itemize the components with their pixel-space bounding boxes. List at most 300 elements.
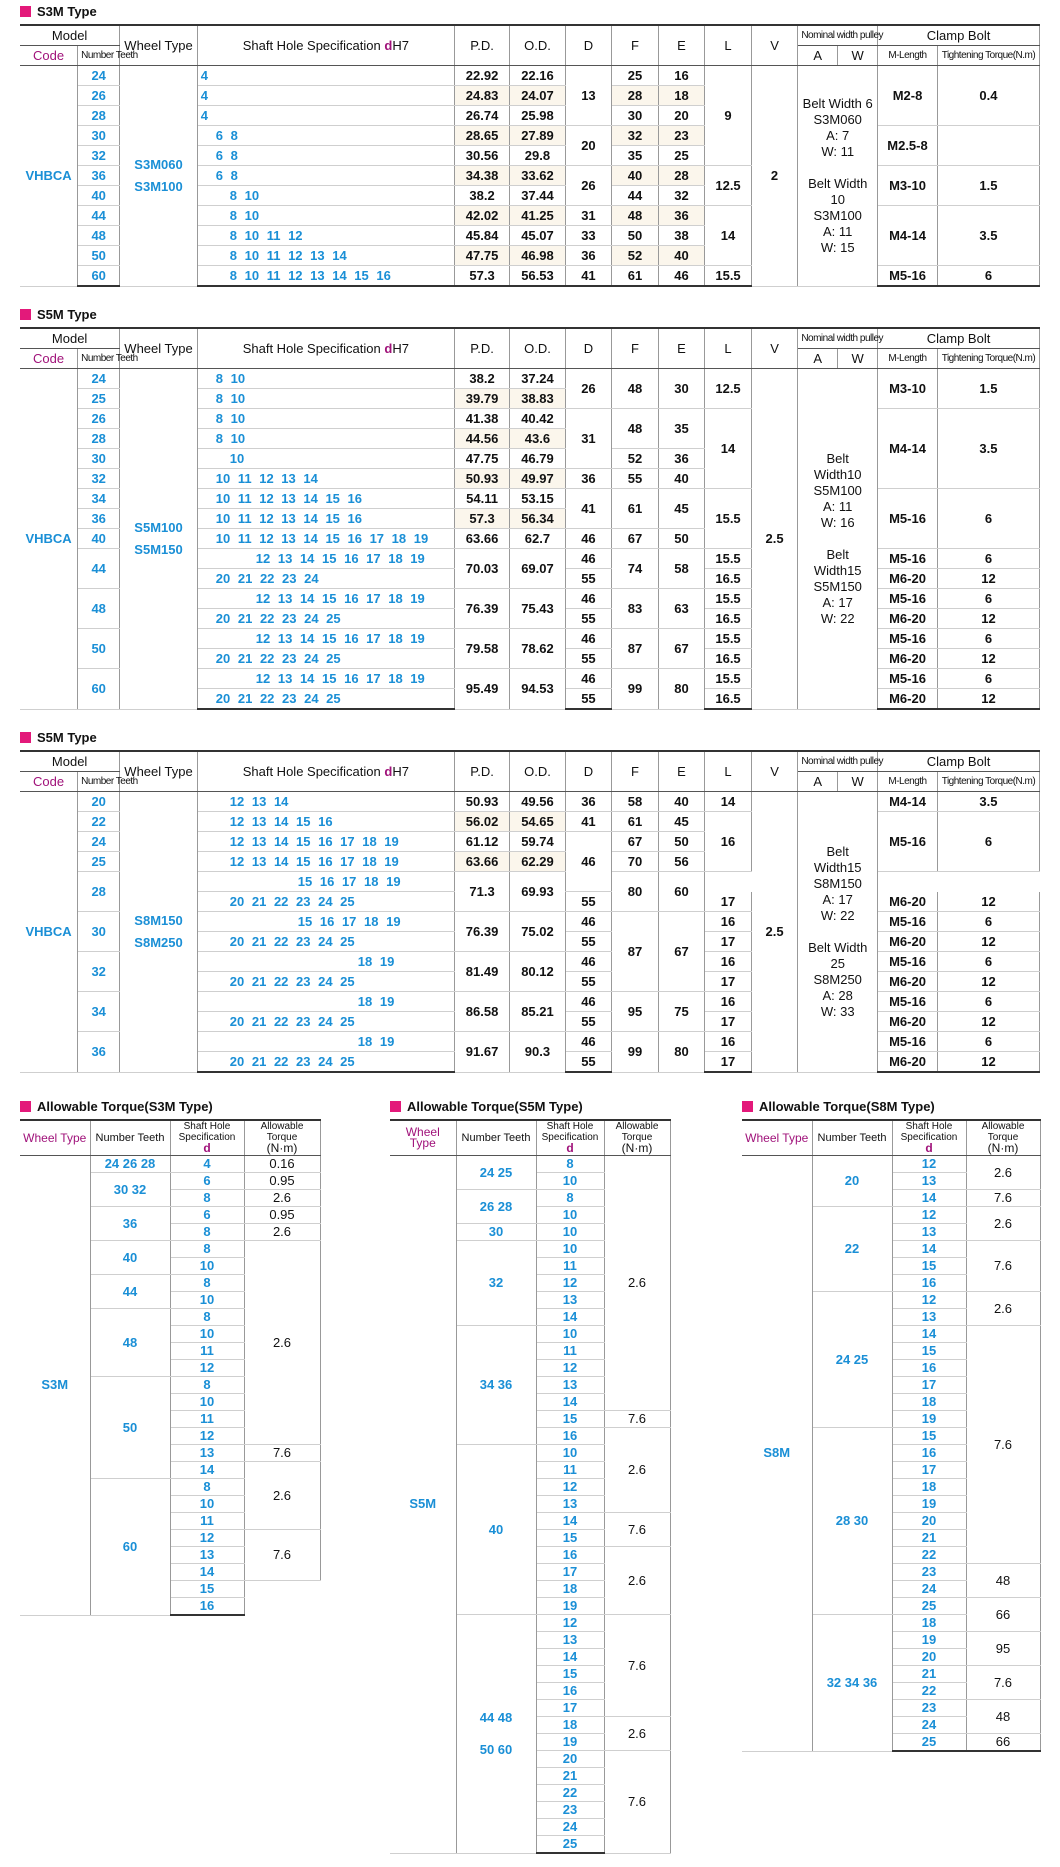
section-marker-icon xyxy=(742,1101,753,1112)
d-cell: 55 xyxy=(565,932,612,952)
hole-cell: 12 13 14 15 16 17 18 19 xyxy=(197,669,454,689)
od-cell: 43.6 xyxy=(510,429,565,449)
od-cell: 41.25 xyxy=(510,206,565,226)
hole-cell: 6 8 xyxy=(197,166,454,186)
f-cell: 40 xyxy=(612,166,659,186)
allowable-torque-cell: 0.95 xyxy=(244,1207,320,1224)
f-cell: 87 xyxy=(612,629,659,669)
hole-size-cell: 14 xyxy=(536,1309,604,1326)
pd-cell: 57.3 xyxy=(454,509,509,529)
teeth-header: Number Teeth xyxy=(78,349,120,369)
teeth-cell: 30 xyxy=(78,126,120,146)
l-cell: 9 xyxy=(705,66,752,166)
hole-cell: 10 11 12 13 14 xyxy=(197,469,454,489)
od-cell: 62.29 xyxy=(510,852,565,872)
od-cell: 40.42 xyxy=(510,409,565,429)
hole-size-cell: 22 xyxy=(892,1683,966,1700)
hole-size-cell: 10 xyxy=(170,1326,244,1343)
pd-cell: 54.11 xyxy=(454,489,509,509)
pd-cell: 47.75 xyxy=(454,246,509,266)
hole-cell: 20 21 22 23 24 xyxy=(197,569,454,589)
hole-size-cell: 13 xyxy=(536,1632,604,1649)
l-cell: 14 xyxy=(705,792,752,812)
e-cell: 28 xyxy=(658,166,705,186)
allowable-torque-cell: 7.6 xyxy=(966,1326,1040,1564)
hole-size-cell: 23 xyxy=(892,1564,966,1581)
pd-cell: 81.49 xyxy=(454,952,509,992)
pd-cell: 86.58 xyxy=(454,992,509,1032)
hole-size-cell: 15 xyxy=(536,1666,604,1683)
f-cell: 80 xyxy=(612,872,659,912)
code-cell: VHBCA xyxy=(20,369,78,710)
teeth-cell: 60 xyxy=(90,1479,170,1616)
f-cell: 95 xyxy=(612,992,659,1032)
hole-size-cell: 16 xyxy=(170,1598,244,1616)
f-header: F xyxy=(612,328,659,369)
hole-size-cell: 10 xyxy=(170,1394,244,1411)
l-cell: 15.5 xyxy=(705,629,752,649)
l-cell: 15.5 xyxy=(705,266,752,287)
teeth-header: Number Teeth xyxy=(812,1120,892,1156)
hole-size-cell: 16 xyxy=(892,1445,966,1462)
allowable-torque-cell: 2.6 xyxy=(966,1156,1040,1190)
torque-cell: 12 xyxy=(937,892,1039,912)
hole-size-cell: 18 xyxy=(892,1394,966,1411)
pd-cell: 38.2 xyxy=(454,369,509,389)
hole-size-cell: 21 xyxy=(892,1530,966,1547)
clamp-header: Clamp Bolt xyxy=(878,25,1040,46)
od-cell: 49.97 xyxy=(510,469,565,489)
mlength-cell: M5-16 xyxy=(878,549,938,569)
wheel-type-cell: S8M150 S8M250 xyxy=(120,792,198,1073)
allowable-torque-cell: 2.6 xyxy=(604,1547,670,1615)
hole-size-cell: 13 xyxy=(892,1173,966,1190)
e-header: E xyxy=(658,25,705,66)
torque-cell xyxy=(937,126,1039,166)
e-cell: 32 xyxy=(658,186,705,206)
od-cell: 54.65 xyxy=(510,812,565,832)
f-cell: 83 xyxy=(612,589,659,629)
l-cell: 16.5 xyxy=(705,609,752,629)
hole-size-cell: 12 xyxy=(536,1615,604,1632)
mlength-cell: M4-14 xyxy=(878,206,938,266)
od-cell: 85.21 xyxy=(510,992,565,1032)
allowable-torque-cell: 7.6 xyxy=(604,1411,670,1428)
d-cell: 41 xyxy=(565,812,612,832)
od-header: O.D. xyxy=(510,751,565,792)
hole-size-cell: 16 xyxy=(536,1547,604,1564)
f-cell: 48 xyxy=(612,409,659,449)
hole-size-cell: 12 xyxy=(536,1275,604,1292)
s8m-section xyxy=(20,728,1040,1073)
d-cell: 31 xyxy=(565,206,612,226)
pd-header: P.D. xyxy=(454,25,509,66)
allowable-torque-cell: 2.6 xyxy=(604,1717,670,1751)
allowable-torque-header: Allowable Torque (N·m) xyxy=(966,1120,1040,1156)
s5m-title: S5M Type xyxy=(37,306,97,322)
hole-cell: 12 13 14 15 16 xyxy=(197,812,454,832)
d-cell: 55 xyxy=(565,972,612,992)
hole-size-cell: 14 xyxy=(536,1649,604,1666)
hole-cell: 8 10 xyxy=(197,186,454,206)
teeth-cell: 22 xyxy=(78,812,120,832)
teeth-cell: 24 xyxy=(78,66,120,86)
allowable-torque-cell: 7.6 xyxy=(966,1190,1040,1207)
wheel-type-cell: S3M060 S3M100 xyxy=(120,66,198,287)
hole-size-cell: 18 xyxy=(892,1615,966,1632)
torque-cell: 6 xyxy=(937,812,1039,872)
hole-cell: 12 13 14 15 16 17 18 19 xyxy=(197,629,454,649)
teeth-header: Number Teeth xyxy=(78,772,120,792)
hole-size-cell: 14 xyxy=(892,1190,966,1207)
shaft-hole-header: Shaft Hole Specification dH7 xyxy=(197,25,454,66)
allowable-torque-cell: 2.6 xyxy=(244,1241,320,1445)
d-cell: 36 xyxy=(565,246,612,266)
teeth-cell: 44 48 50 60 xyxy=(456,1615,536,1854)
torque-cell: 6 xyxy=(937,669,1039,689)
w-header: W xyxy=(838,772,878,792)
mlength-cell: M6-20 xyxy=(878,689,938,710)
mlength-cell: M5-16 xyxy=(878,669,938,689)
code-header: Code xyxy=(20,772,78,792)
hole-cell: 8 10 xyxy=(197,369,454,389)
od-cell: 24.07 xyxy=(510,86,565,106)
hole-cell: 12 13 14 15 16 17 18 19 xyxy=(197,589,454,609)
s3m-section xyxy=(20,2,1040,287)
d-cell: 36 xyxy=(565,792,612,812)
e-cell: 46 xyxy=(658,266,705,287)
pd-cell: 26.74 xyxy=(454,106,509,126)
l-cell: 17 xyxy=(705,892,752,912)
d-cell: 55 xyxy=(565,1052,612,1073)
pd-cell: 79.58 xyxy=(454,629,509,669)
hole-size-cell: 11 xyxy=(536,1258,604,1275)
torque-cell: 12 xyxy=(937,569,1039,589)
od-cell: 59.74 xyxy=(510,832,565,852)
teeth-cell: 40 xyxy=(90,1241,170,1275)
model-header: Model xyxy=(20,751,120,772)
teeth-cell: 30 xyxy=(78,912,120,952)
d-cell: 55 xyxy=(565,649,612,669)
hole-size-cell: 6 xyxy=(170,1173,244,1190)
section-marker-icon xyxy=(20,6,31,17)
teeth-cell: 50 xyxy=(78,629,120,669)
e-cell: 18 xyxy=(658,86,705,106)
teeth-cell: 30 xyxy=(78,449,120,469)
e-cell: 80 xyxy=(658,669,705,710)
hole-size-cell: 12 xyxy=(536,1360,604,1377)
f-cell: 99 xyxy=(612,1032,659,1073)
hole-cell: 4 xyxy=(197,86,454,106)
od-cell: 53.15 xyxy=(510,489,565,509)
teeth-cell: 20 xyxy=(78,792,120,812)
teeth-cell: 44 xyxy=(78,206,120,226)
od-cell: 46.79 xyxy=(510,449,565,469)
pd-header: P.D. xyxy=(454,751,509,792)
e-cell: 40 xyxy=(658,246,705,266)
e-cell: 45 xyxy=(658,489,705,529)
l-cell: 16 xyxy=(705,952,752,972)
d-cell: 46 xyxy=(565,832,612,892)
hole-size-cell: 18 xyxy=(536,1581,604,1598)
hole-size-cell: 13 xyxy=(536,1377,604,1394)
e-cell: 67 xyxy=(658,912,705,992)
hole-size-cell: 11 xyxy=(170,1343,244,1360)
hole-size-cell: 8 xyxy=(170,1241,244,1258)
f-cell: 48 xyxy=(612,206,659,226)
d-cell: 46 xyxy=(565,549,612,569)
w-header: W xyxy=(838,349,878,369)
d-cell: 26 xyxy=(565,166,612,206)
od-cell: 49.56 xyxy=(510,792,565,812)
hole-size-cell: 13 xyxy=(170,1445,244,1462)
a-header: A xyxy=(798,772,838,792)
f-cell: 61 xyxy=(612,489,659,529)
clamp-header: Clamp Bolt xyxy=(878,328,1040,349)
mlength-header: M-Length xyxy=(878,46,938,66)
hole-size-cell: 8 xyxy=(170,1309,244,1326)
l-cell: 17 xyxy=(705,932,752,952)
v-header: V xyxy=(751,751,798,792)
code-header: Code xyxy=(20,46,78,66)
a-header: A xyxy=(798,46,838,66)
f-cell: 99 xyxy=(612,669,659,710)
mlength-cell: M5-16 xyxy=(878,992,938,1012)
od-cell: 33.62 xyxy=(510,166,565,186)
hole-cell: 20 21 22 23 24 25 xyxy=(197,689,454,710)
teeth-cell: 24 xyxy=(78,832,120,852)
hole-cell: 10 11 12 13 14 15 16 xyxy=(197,509,454,529)
teeth-cell: 26 28 xyxy=(456,1190,536,1224)
e-cell: 58 xyxy=(658,549,705,589)
hole-size-cell: 10 xyxy=(536,1224,604,1241)
l-cell: 16 xyxy=(705,912,752,932)
torque-s3m-title: Allowable Torque(S3M Type) xyxy=(37,1098,213,1114)
l-cell: 12.5 xyxy=(705,369,752,409)
hole-size-cell: 12 xyxy=(170,1428,244,1445)
torque-cell: 12 xyxy=(937,649,1039,669)
hole-cell: 20 21 22 23 24 25 xyxy=(197,609,454,629)
torque-cell: 6 xyxy=(937,1032,1039,1052)
d-cell: 55 xyxy=(565,609,612,629)
hole-size-cell: 24 xyxy=(536,1819,604,1836)
l-cell: 14 xyxy=(705,409,752,489)
code-header: Code xyxy=(20,349,78,369)
teeth-cell: 36 xyxy=(78,1032,120,1073)
f-cell: 25 xyxy=(612,66,659,86)
l-cell: 15.5 xyxy=(705,589,752,609)
hole-cell: 8 10 xyxy=(197,389,454,409)
f-cell: 61 xyxy=(612,266,659,287)
od-cell: 25.98 xyxy=(510,106,565,126)
d-cell: 13 xyxy=(565,66,612,126)
d-cell: 20 xyxy=(565,126,612,166)
hole-cell: 8 10 xyxy=(197,206,454,226)
tightening-torque-header: Tightening Torque(N.m) xyxy=(937,772,1039,792)
hole-size-cell: 15 xyxy=(536,1530,604,1547)
pd-cell: 71.3 xyxy=(454,872,509,912)
hole-header: Shaft Hole Specification d xyxy=(536,1120,604,1156)
l-cell: 14 xyxy=(705,206,752,266)
teeth-cell: 40 xyxy=(78,529,120,549)
allowable-torque-cell: 2.6 xyxy=(604,1156,670,1411)
f-cell: 44 xyxy=(612,186,659,206)
teeth-cell: 24 25 xyxy=(812,1292,892,1428)
hole-cell: 8 10 xyxy=(197,429,454,449)
hole-size-cell: 13 xyxy=(170,1547,244,1564)
hole-cell: 6 8 xyxy=(197,146,454,166)
pulley-header: Nominal width pulley xyxy=(798,328,878,349)
mlength-cell: M6-20 xyxy=(878,932,938,952)
hole-size-cell: 12 xyxy=(892,1292,966,1309)
teeth-cell: 22 xyxy=(812,1207,892,1292)
pd-cell: 57.3 xyxy=(454,266,509,287)
f-cell: 61 xyxy=(612,812,659,832)
allowable-torque-cell: 48 xyxy=(966,1564,1040,1598)
d-cell: 46 xyxy=(565,669,612,689)
hole-size-cell: 17 xyxy=(536,1564,604,1581)
mlength-header: M-Length xyxy=(878,349,938,369)
model-header: Model xyxy=(20,25,120,46)
w-header: W xyxy=(838,46,878,66)
pd-cell: 24.83 xyxy=(454,86,509,106)
allowable-torque-cell: 0.16 xyxy=(244,1156,320,1173)
l-cell: 17 xyxy=(705,1052,752,1073)
od-cell: 69.93 xyxy=(510,872,565,912)
od-header: O.D. xyxy=(510,328,565,369)
d-cell: 46 xyxy=(565,529,612,549)
mlength-cell: M5-16 xyxy=(878,589,938,609)
e-cell: 45 xyxy=(658,812,705,832)
teeth-cell: 30 32 xyxy=(90,1173,170,1207)
teeth-cell: 28 xyxy=(78,106,120,126)
allowable-torque-cell: 7.6 xyxy=(244,1445,320,1462)
l-cell: 15.5 xyxy=(705,669,752,689)
mlength-cell: M4-14 xyxy=(878,792,938,812)
s3m-spec-table xyxy=(20,24,1040,287)
hole-cell: 20 21 22 23 24 25 xyxy=(197,972,454,992)
teeth-cell: 26 xyxy=(78,86,120,106)
hole-cell: 12 13 14 xyxy=(197,792,454,812)
od-cell: 56.34 xyxy=(510,509,565,529)
pd-cell: 22.92 xyxy=(454,66,509,86)
pd-cell: 63.66 xyxy=(454,852,509,872)
torque-cell: 12 xyxy=(937,689,1039,710)
od-cell: 75.02 xyxy=(510,912,565,952)
pd-cell: 34.38 xyxy=(454,166,509,186)
hole-size-cell: 22 xyxy=(892,1547,966,1564)
f-header: F xyxy=(612,25,659,66)
torque-s8m-section xyxy=(742,1097,1042,1752)
hole-size-cell: 10 xyxy=(536,1207,604,1224)
hole-size-cell: 10 xyxy=(170,1496,244,1513)
d-cell: 46 xyxy=(565,629,612,649)
torque-cell: 6 xyxy=(937,952,1039,972)
hole-size-cell: 6 xyxy=(170,1207,244,1224)
teeth-cell: 48 xyxy=(90,1309,170,1377)
torque-cell: 6 xyxy=(937,629,1039,649)
pd-cell: 41.38 xyxy=(454,409,509,429)
wheel-type-header: Wheel Type xyxy=(742,1120,812,1156)
e-cell: 67 xyxy=(658,629,705,669)
f-cell: 28 xyxy=(612,86,659,106)
wheel-type-header: Wheel Type xyxy=(120,25,198,66)
mlength-cell: M6-20 xyxy=(878,1012,938,1032)
f-cell: 52 xyxy=(612,449,659,469)
pd-cell: 56.02 xyxy=(454,812,509,832)
hole-size-cell: 21 xyxy=(536,1768,604,1785)
torque-cell: 3.5 xyxy=(937,409,1039,489)
d-cell: 46 xyxy=(565,992,612,1012)
f-cell: 48 xyxy=(612,369,659,409)
pd-cell: 47.75 xyxy=(454,449,509,469)
od-header: O.D. xyxy=(510,25,565,66)
torque-cell: 6 xyxy=(937,589,1039,609)
e-header: E xyxy=(658,751,705,792)
pulley-cell: Belt Width15 S8M150 A: 17 W: 22 Belt Width 25 S8M250 A: 28 W: 33 xyxy=(798,792,878,1073)
d-cell: 31 xyxy=(565,409,612,469)
mlength-cell: M6-20 xyxy=(878,609,938,629)
hole-size-cell: 11 xyxy=(536,1343,604,1360)
f-cell: 30 xyxy=(612,106,659,126)
hole-size-cell: 15 xyxy=(892,1428,966,1445)
mlength-cell: M5-16 xyxy=(878,489,938,549)
mlength-cell: M4-14 xyxy=(878,409,938,489)
teeth-cell: 36 xyxy=(78,166,120,186)
teeth-cell: 50 xyxy=(78,246,120,266)
hole-size-cell: 13 xyxy=(892,1224,966,1241)
l-cell: 16.5 xyxy=(705,649,752,669)
pd-cell: 70.03 xyxy=(454,549,509,589)
hole-size-cell: 20 xyxy=(536,1751,604,1768)
s5m-section xyxy=(20,305,1040,710)
l-cell: 16.5 xyxy=(705,689,752,710)
hole-size-cell: 14 xyxy=(536,1513,604,1530)
od-cell: 90.3 xyxy=(510,1032,565,1073)
e-cell: 40 xyxy=(658,469,705,489)
hole-size-cell: 10 xyxy=(536,1326,604,1343)
section-marker-icon xyxy=(20,1101,31,1112)
wheel-type-cell: S5M100 S5M150 xyxy=(120,369,198,710)
pd-cell: 76.39 xyxy=(454,589,509,629)
mlength-cell: M6-20 xyxy=(878,892,938,912)
hole-size-cell: 14 xyxy=(892,1326,966,1343)
mlength-cell: M2.5-8 xyxy=(878,126,938,166)
v-cell: 2.5 xyxy=(751,369,798,710)
mlength-cell: M6-20 xyxy=(878,649,938,669)
hole-size-cell: 14 xyxy=(170,1564,244,1581)
torque-s3m-section xyxy=(20,1097,320,1616)
hole-size-cell: 12 xyxy=(170,1360,244,1377)
hole-size-cell: 24 xyxy=(892,1717,966,1734)
torque-s5m-title: Allowable Torque(S5M Type) xyxy=(407,1098,583,1114)
hole-size-cell: 11 xyxy=(536,1462,604,1479)
teeth-cell: 24 xyxy=(78,369,120,389)
e-cell: 30 xyxy=(658,369,705,409)
f-cell: 67 xyxy=(612,832,659,852)
model-header: Model xyxy=(20,328,120,349)
allowable-torque-cell: 66 xyxy=(966,1598,1040,1632)
s3m-title: S3M Type xyxy=(37,3,97,19)
hole-size-cell: 23 xyxy=(892,1700,966,1717)
hole-size-cell: 22 xyxy=(536,1785,604,1802)
hole-cell: 20 21 22 23 24 25 xyxy=(197,649,454,669)
pd-cell: 38.2 xyxy=(454,186,509,206)
torque-cell: 1.5 xyxy=(937,166,1039,206)
torque-s8m-table xyxy=(742,1119,1041,1752)
torque-cell: 1.5 xyxy=(937,369,1039,409)
d-cell: 36 xyxy=(565,469,612,489)
